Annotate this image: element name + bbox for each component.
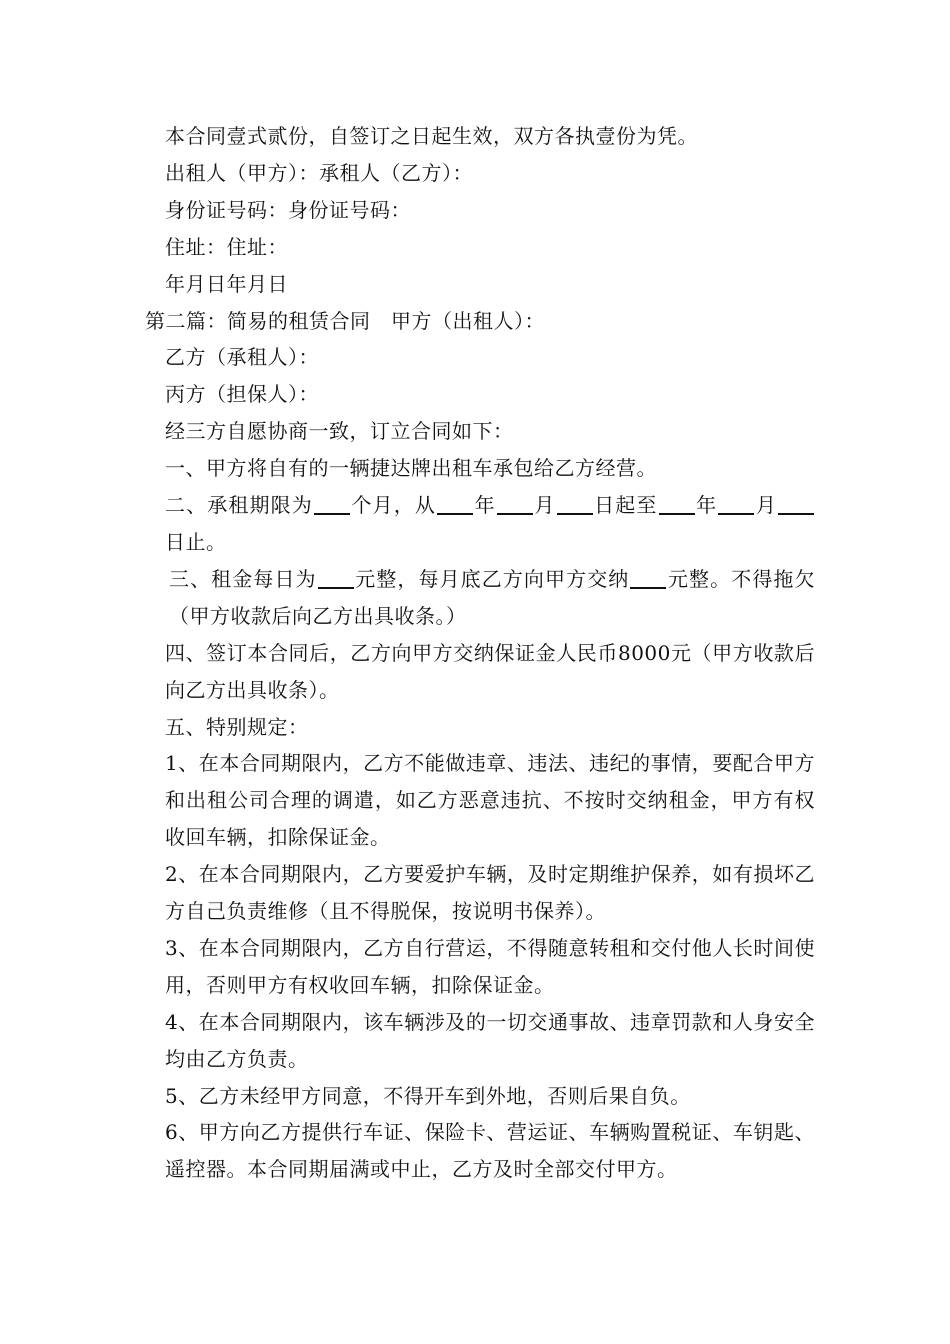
blank-line bbox=[659, 493, 695, 515]
contract-body bbox=[145, 118, 815, 1188]
clause-two-text: 日起至 bbox=[593, 493, 658, 518]
clause-three-text: 元整，每月底乙方向甲方交纳 bbox=[354, 566, 630, 591]
clause-one: 一、甲方将自有的一辆捷达牌出租车承包给乙方经营。 bbox=[165, 456, 657, 481]
clause-three-text: 元整。不得拖欠（甲方收款后向乙方出具收条。） bbox=[169, 566, 816, 628]
blank-line bbox=[314, 493, 350, 515]
paragraph-party-labels: 出租人（甲方）：承租人（乙方）： bbox=[165, 160, 473, 185]
clause-two-text: 年 bbox=[695, 493, 718, 518]
clause-two-text: 月 bbox=[533, 493, 556, 518]
special-provision-item: 3、在本合同期限内，乙方自行营运，不得随意转租和交付他人长时间使用，否则甲方有权收回车辆，扣除保证金。 bbox=[165, 935, 815, 997]
special-provision-item: 4、在本合同期限内，该车辆涉及的一切交通事故、违章罚款和人身安全均由乙方负责。 bbox=[165, 1009, 815, 1071]
paragraph-address-labels: 住址：住址： bbox=[165, 234, 288, 259]
clause-three-text: 三、租金每日为 bbox=[169, 566, 317, 591]
clause-two bbox=[145, 487, 815, 561]
paragraph-copies-clause: 本合同壹式贰份，自签订之日起生效，双方各执壹份为凭。 bbox=[165, 124, 698, 148]
paragraph-id-number-labels: 身份证号码：身份证号码： bbox=[165, 197, 411, 222]
clause-two-text: 年 bbox=[474, 493, 496, 518]
special-provision-item: 1、在本合同期限内，乙方不能做违章、违法、违纪的事情，要配合甲方和出租公司合理的调遣，如乙方恶意违抗、不按时交纳租金，甲方有权收回车辆，扣除保证金。 bbox=[165, 751, 815, 850]
clause-two-text: 月 bbox=[755, 493, 777, 518]
clause-four: 四、签订本合同后，乙方向甲方交纳保证金人民币8000元（甲方收款后向乙方出具收条）。 bbox=[165, 640, 815, 702]
paragraph-agreement-intro: 经三方自愿协商一致，订立合同如下： bbox=[165, 419, 514, 444]
clause-two-text: 个月，从 bbox=[350, 493, 436, 518]
clause-three bbox=[145, 561, 815, 635]
paragraph-party-b: 乙方（承租人）： bbox=[165, 345, 319, 370]
clause-two-text: 日止。 bbox=[165, 529, 227, 554]
blank-line bbox=[318, 567, 354, 589]
clause-two-text: 二、承租期限为 bbox=[165, 493, 313, 518]
paragraph-date-labels: 年月日年月日 bbox=[165, 271, 288, 296]
special-provision-item: 2、在本合同期限内，乙方要爱护车辆，及时定期维护保养，如有损坏乙方自己负责维修（且不得脱保，按说明书保养）。 bbox=[165, 862, 815, 924]
paragraph-party-c: 丙方（担保人）： bbox=[165, 382, 319, 407]
special-provision-item: 6、甲方向乙方提供行车证、保险卡、营运证、车辆购置税证、车钥匙、遥控器。本合同期届满或中止，乙方及时全部交付甲方。 bbox=[165, 1120, 815, 1182]
blank-line bbox=[778, 493, 814, 515]
blank-line bbox=[497, 493, 533, 515]
section-heading-part-two: 第二篇：简易的租赁合同 甲方（出租人）： bbox=[145, 308, 545, 333]
clause-five-heading: 五、特别规定： bbox=[165, 714, 309, 739]
special-provision-item: 5、乙方未经甲方同意，不得开车到外地，否则后果自负。 bbox=[165, 1083, 691, 1108]
blank-line bbox=[630, 567, 666, 589]
blank-line bbox=[718, 493, 754, 515]
blank-line bbox=[557, 493, 593, 515]
blank-line bbox=[437, 493, 473, 515]
